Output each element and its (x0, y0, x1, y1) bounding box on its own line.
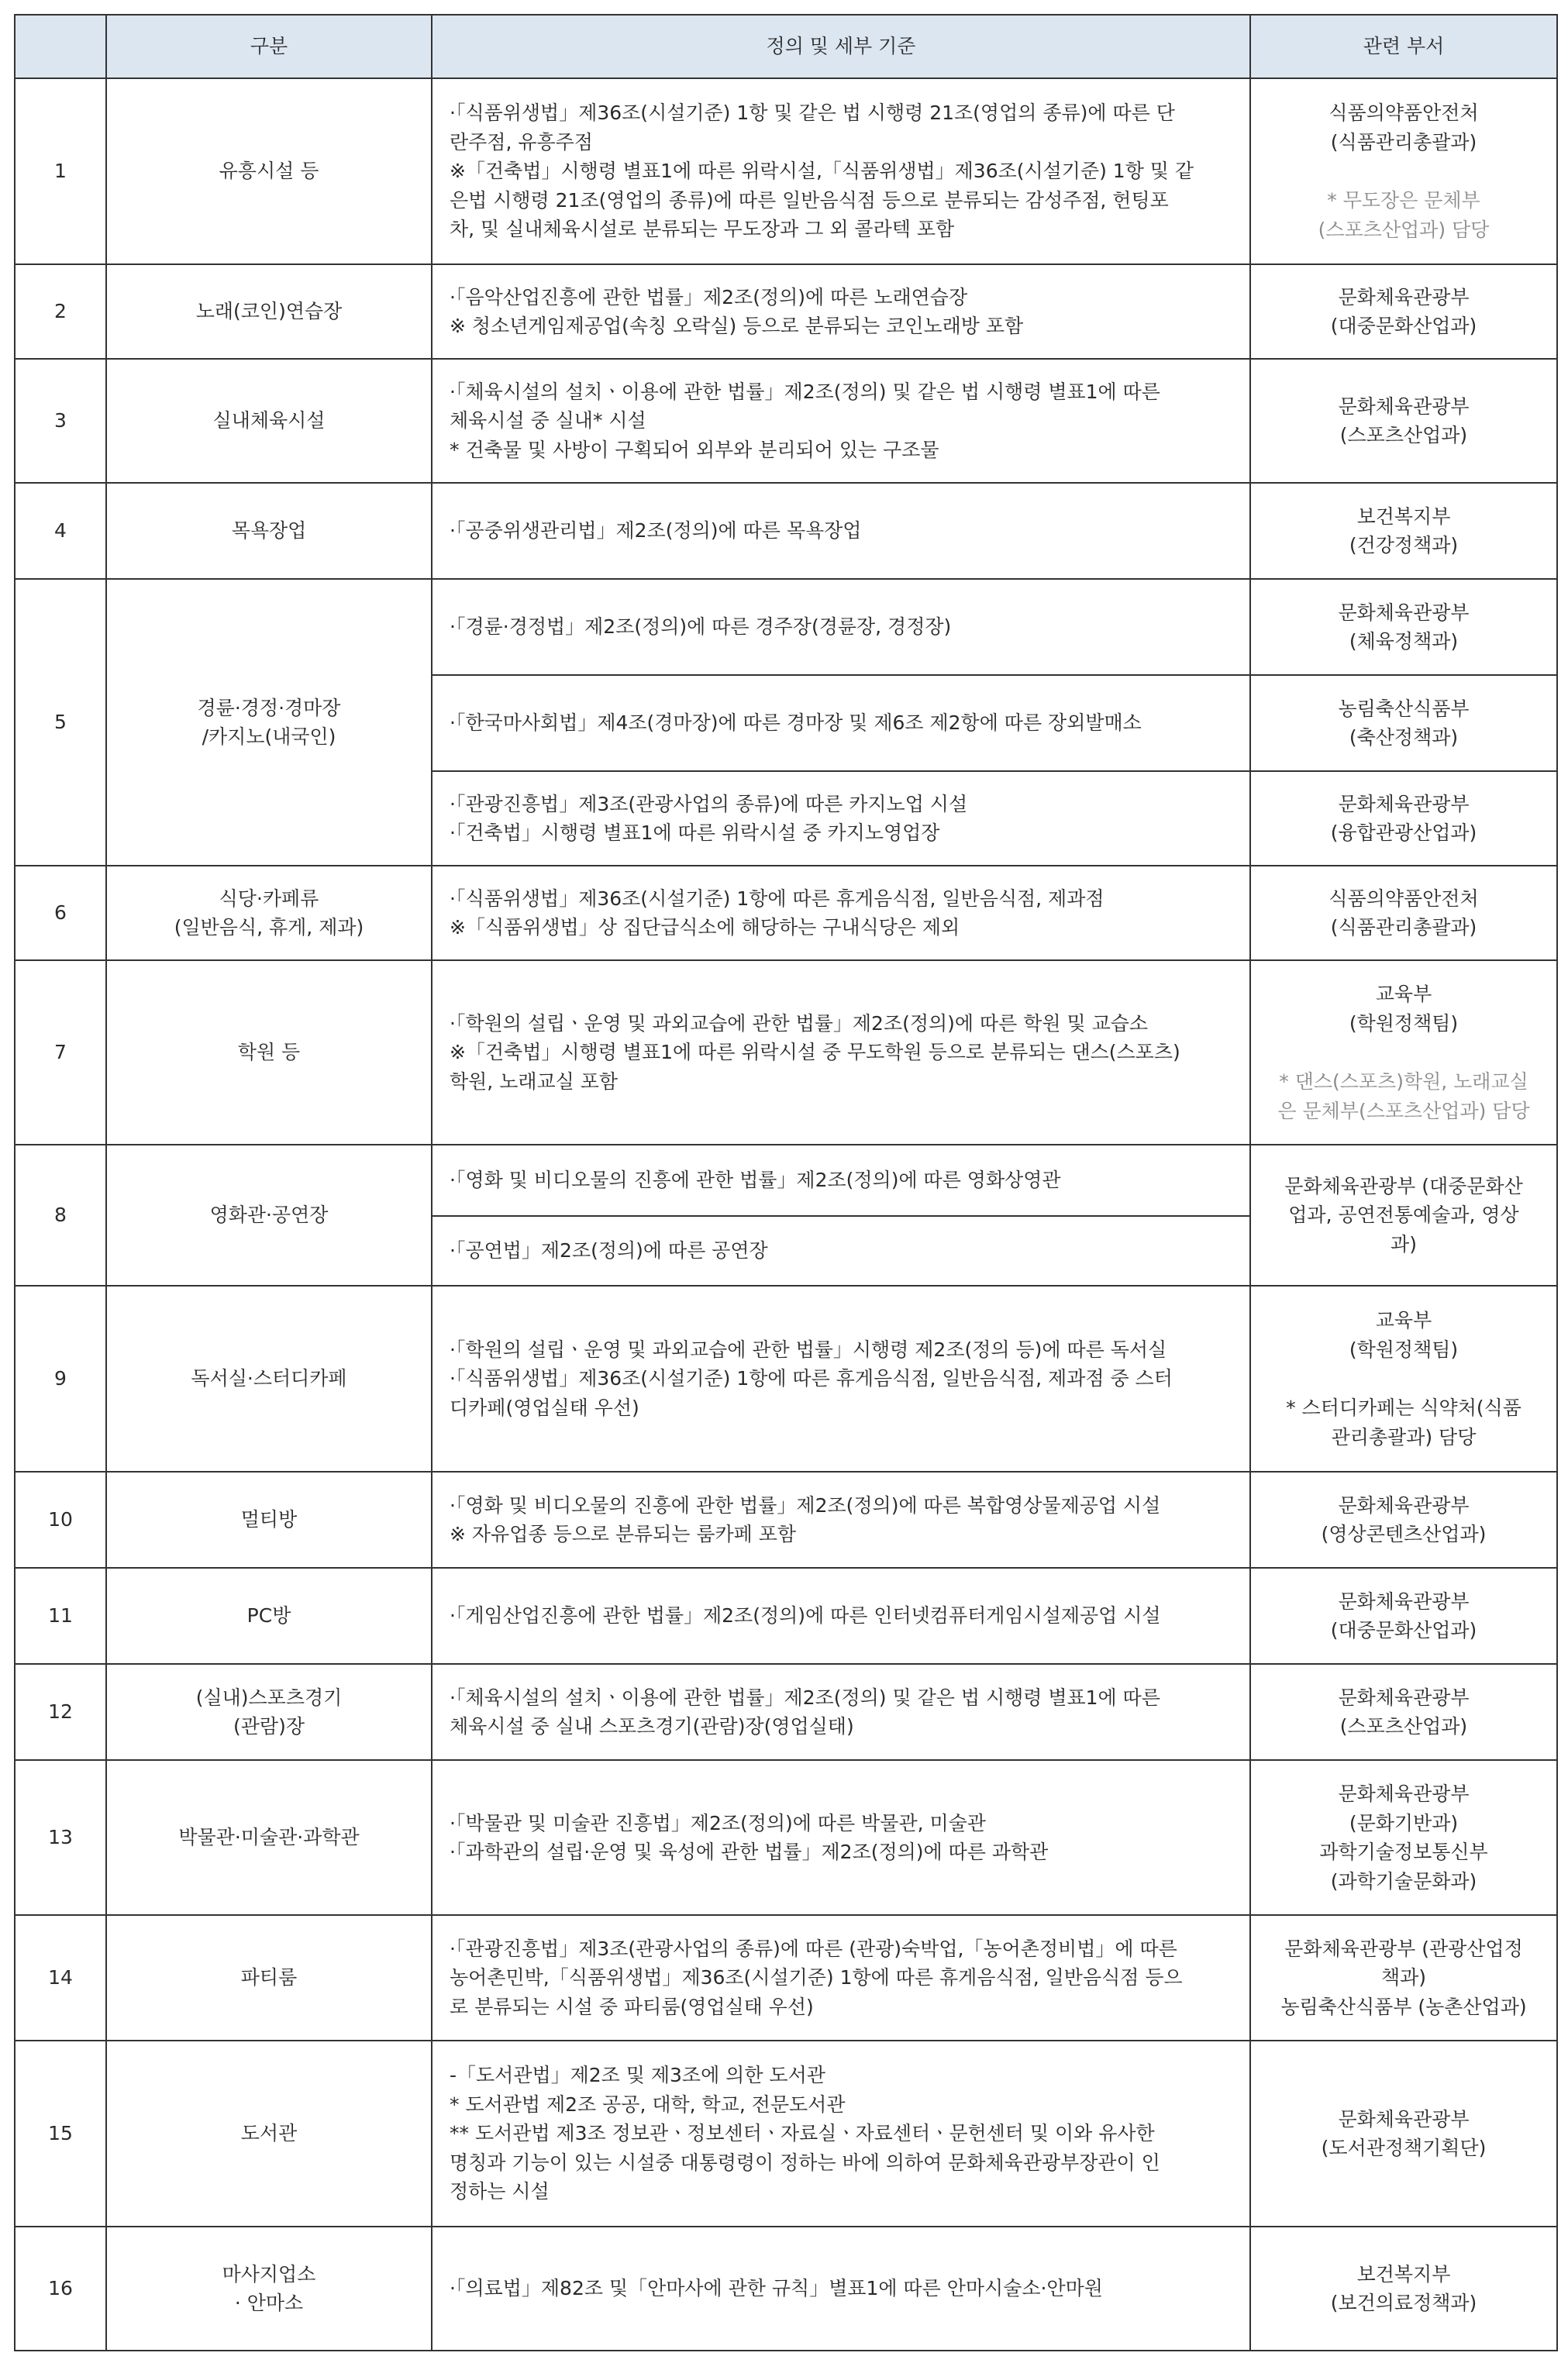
row-department: 문화체육관광부 (대중문화산 업과, 공연전통예술과, 영상 과) (1250, 1145, 1557, 1286)
row-definition: ·「한국마사회법」제4조(경마장)에 따른 경마장 및 제6조 제2항에 따른 장외발매소 (432, 675, 1250, 771)
table-row (15, 866, 1557, 960)
row-category: (실내)스포츠경기 (관람)장 (106, 1664, 432, 1760)
row-definition: ·「관광진흥법」제3조(관광사업의 종류)에 따른 카지노업 시설 ·「건축법」시행령 별표1에 따른 위락시설 중 카지노영업장 (432, 771, 1250, 866)
row-definition: ·「음악산업진흥에 관한 법률」제2조(정의)에 따른 노래연습장 ※ 청소년게임제공업(속칭 오락실) 등으로 분류되는 코인노래방 포함 (432, 264, 1250, 359)
header-department: 관련 부서 (1250, 15, 1557, 78)
row-definition: ·「영화 및 비디오물의 진흥에 관한 법률」제2조(정의)에 따른 영화상영관 (432, 1145, 1250, 1216)
row-department: 문화체육관광부 (도서관정책기획단) (1250, 2041, 1557, 2227)
table-row (15, 1286, 1557, 1472)
department-note: * 무도장은 문체부 (1327, 189, 1480, 212)
row-department: 문화체육관광부 (영상콘텐츠산업과) (1250, 1472, 1557, 1568)
row-definition: ·「체육시설의 설치ㆍ이용에 관한 법률」제2조(정의) 및 같은 법 시행령 별표1에 따른 체육시설 중 실내 스포츠경기(관람)장(영업실태) (432, 1664, 1250, 1760)
header-number (15, 15, 106, 78)
row-department: 보건복지부 (보건의료정책과) (1250, 2227, 1557, 2351)
row-department: 보건복지부 (건강정책과) (1250, 483, 1557, 579)
row-definition: ·「박물관 및 미술관 진흥법」제2조(정의)에 따른 박물관, 미술관 ·「과학관의 설립·운영 및 육성에 관한 법률」제2조(정의)에 따른 과학관 (432, 1760, 1250, 1915)
department-note: * 스터디카페는 식약처(식품 (1286, 1397, 1521, 1419)
row-number: 9 (15, 1286, 106, 1472)
row-category: 파티룸 (106, 1915, 432, 2041)
row-definition: ·「영화 및 비디오물의 진흥에 관한 법률」제2조(정의)에 따른 복합영상물제공업 시설 ※ 자유업종 등으로 분류되는 룸카페 포함 (432, 1472, 1250, 1568)
row-number: 11 (15, 1568, 106, 1664)
row-category: 유흥시설 등 (106, 78, 432, 264)
table-row (15, 78, 1557, 264)
row-definition: ·「공중위생관리법」제2조(정의)에 따른 목욕장업 (432, 483, 1250, 579)
row-definition: ·「체육시설의 설치ㆍ이용에 관한 법률」제2조(정의) 및 같은 법 시행령 별표1에 따른 체육시설 중 실내* 시설 * 건축물 및 사방이 구획되어 외부와 분리되어 있는 구조물 (432, 359, 1250, 483)
row-category: 목욕장업 (106, 483, 432, 579)
row-category: 노래(코인)연습장 (106, 264, 432, 359)
row-definition: ·「공연법」제2조(정의)에 따른 공연장 (432, 1216, 1250, 1286)
row-definition: -「도서관법」제2조 및 제3조에 의한 도서관 * 도서관법 제2조 공공, 대학, 학교, 전문도서관 ** 도서관법 제3조 정보관ㆍ정보센터ㆍ자료실ㆍ자료센터ㆍ문헌센터 및 이와 유사한 명칭과 기능이 있는 시설중 대통령령이 정하는 바에 의하여 문화체육관광부장관이 인 정하는 시설 (432, 2041, 1250, 2227)
row-number: 7 (15, 960, 106, 1145)
row-department: 문화체육관광부 (관광산업정 책과) 농림축산식품부 (농촌산업과) (1250, 1915, 1557, 2041)
row-department: 문화체육관광부 (스포츠산업과) (1250, 1664, 1557, 1760)
row-category: 마사지업소 · 안마소 (106, 2227, 432, 2351)
row-number: 2 (15, 264, 106, 359)
row-department: 문화체육관광부 (융합관광산업과) (1250, 771, 1557, 866)
row-number: 10 (15, 1472, 106, 1568)
row-number: 13 (15, 1760, 106, 1915)
table-row (15, 1568, 1557, 1664)
row-definition: ·「경륜·경정법」제2조(정의)에 따른 경주장(경륜장, 경정장) (432, 579, 1250, 675)
row-number: 6 (15, 866, 106, 960)
department-note: * 댄스(스포츠)학원, 노래교실 (1279, 1070, 1528, 1093)
table-row (15, 483, 1557, 579)
row-category: 실내체육시설 (106, 359, 432, 483)
row-category: 학원 등 (106, 960, 432, 1145)
header-definition: 정의 및 세부 기준 (432, 15, 1250, 78)
row-number: 12 (15, 1664, 106, 1760)
table-row (15, 359, 1557, 483)
row-category: 영화관·공연장 (106, 1145, 432, 1286)
row-number: 16 (15, 2227, 106, 2351)
row-definition: ·「학원의 설립ㆍ운영 및 과외교습에 관한 법률」제2조(정의)에 따른 학원 및 교습소 ※「건축법」시행령 별표1에 따른 위락시설 중 무도학원 등으로 분류되는 댄스(스포츠) 학원, 노래교실 포함 (432, 960, 1250, 1145)
row-department: 식품의약품안전처 (식품관리총괄과) (1250, 866, 1557, 960)
row-number: 15 (15, 2041, 106, 2227)
row-number: 8 (15, 1145, 106, 1286)
table-row (15, 264, 1557, 359)
table-row (15, 2227, 1557, 2351)
row-department: 문화체육관광부 (체육정책과) (1250, 579, 1557, 675)
row-definition: ·「식품위생법」제36조(시설기준) 1항에 따른 휴게음식점, 일반음식점, 제과점 ※「식품위생법」상 집단급식소에 해당하는 구내식당은 제외 (432, 866, 1250, 960)
row-category: PC방 (106, 1568, 432, 1664)
row-department: 농림축산식품부 (축산정책과) (1250, 675, 1557, 771)
table-row (15, 960, 1557, 1145)
row-department: 문화체육관광부 (대중문화산업과) (1250, 1568, 1557, 1664)
table-row (15, 2041, 1557, 2227)
row-category: 멀티방 (106, 1472, 432, 1568)
row-definition: ·「학원의 설립ㆍ운영 및 과외교습에 관한 법률」시행령 제2조(정의 등)에 따른 독서실 ·「식품위생법」제36조(시설기준) 1항에 따른 휴게음식점, 일반음식점, 제과점 중 스터 디카페(영업실태 우선) (432, 1286, 1250, 1472)
header-row (15, 15, 1557, 78)
table-row (15, 1760, 1557, 1915)
table-row (15, 1664, 1557, 1760)
row-category: 박물관·미술관·과학관 (106, 1760, 432, 1915)
row-number: 14 (15, 1915, 106, 2041)
table-row (15, 579, 1557, 675)
facility-table (14, 14, 1558, 2351)
row-department: 교육부 (학원정책팀) * 스터디카페는 식약처(식품 관리총괄과) 담당 (1250, 1286, 1557, 1472)
header-category: 구분 (106, 15, 432, 78)
table-row (15, 1145, 1557, 1216)
row-department: 문화체육관광부 (문화기반과) 과학기술정보통신부 (과학기술문화과) (1250, 1760, 1557, 1915)
row-definition: ·「게임산업진흥에 관한 법률」제2조(정의)에 따른 인터넷컴퓨터게임시설제공업 시설 (432, 1568, 1250, 1664)
row-definition: ·「의료법」제82조 및「안마사에 관한 규칙」별표1에 따른 안마시술소·안마원 (432, 2227, 1250, 2351)
row-category: 식당·카페류 (일반음식, 휴게, 제과) (106, 866, 432, 960)
row-category: 도서관 (106, 2041, 432, 2227)
row-department: 식품의약품안전처 (식품관리총괄과) * 무도장은 문체부 (스포츠산업과) 담당 (1250, 78, 1557, 264)
row-category: 독서실·스터디카페 (106, 1286, 432, 1472)
row-category: 경륜·경정·경마장 /카지노(내국인) (106, 579, 432, 866)
row-definition: ·「식품위생법」제36조(시설기준) 1항 및 같은 법 시행령 21조(영업의 종류)에 따른 단 란주점, 유흥주점 ※「건축법」시행령 별표1에 따른 위락시설,「식품위생법」제36조(시설기준) 1항 및 같 은법 시행령 21조(영업의 종류)에 따른 일반음식점 등으로 분류되는 감성주점, 헌팅포 차, 및 실내체육시설로 분류되는 무도장과 그 외 콜라텍 포함 (432, 78, 1250, 264)
row-department: 문화체육관광부 (스포츠산업과) (1250, 359, 1557, 483)
row-number: 3 (15, 359, 106, 483)
row-number: 1 (15, 78, 106, 264)
row-number: 4 (15, 483, 106, 579)
row-definition: ·「관광진흥법」제3조(관광사업의 종류)에 따른 (관광)숙박업,「농어촌정비법」에 따른 농어촌민박,「식품위생법」제36조(시설기준) 1항에 따른 휴게음식점, 일반음식점 등으 로 분류되는 시설 중 파티룸(영업실태 우선) (432, 1915, 1250, 2041)
row-department: 문화체육관광부 (대중문화산업과) (1250, 264, 1557, 359)
row-number: 5 (15, 579, 106, 866)
row-department: 교육부 (학원정책팀) * 댄스(스포츠)학원, 노래교실 은 문체부(스포츠산업과) 담당 (1250, 960, 1557, 1145)
table-row (15, 1915, 1557, 2041)
table-row (15, 1472, 1557, 1568)
